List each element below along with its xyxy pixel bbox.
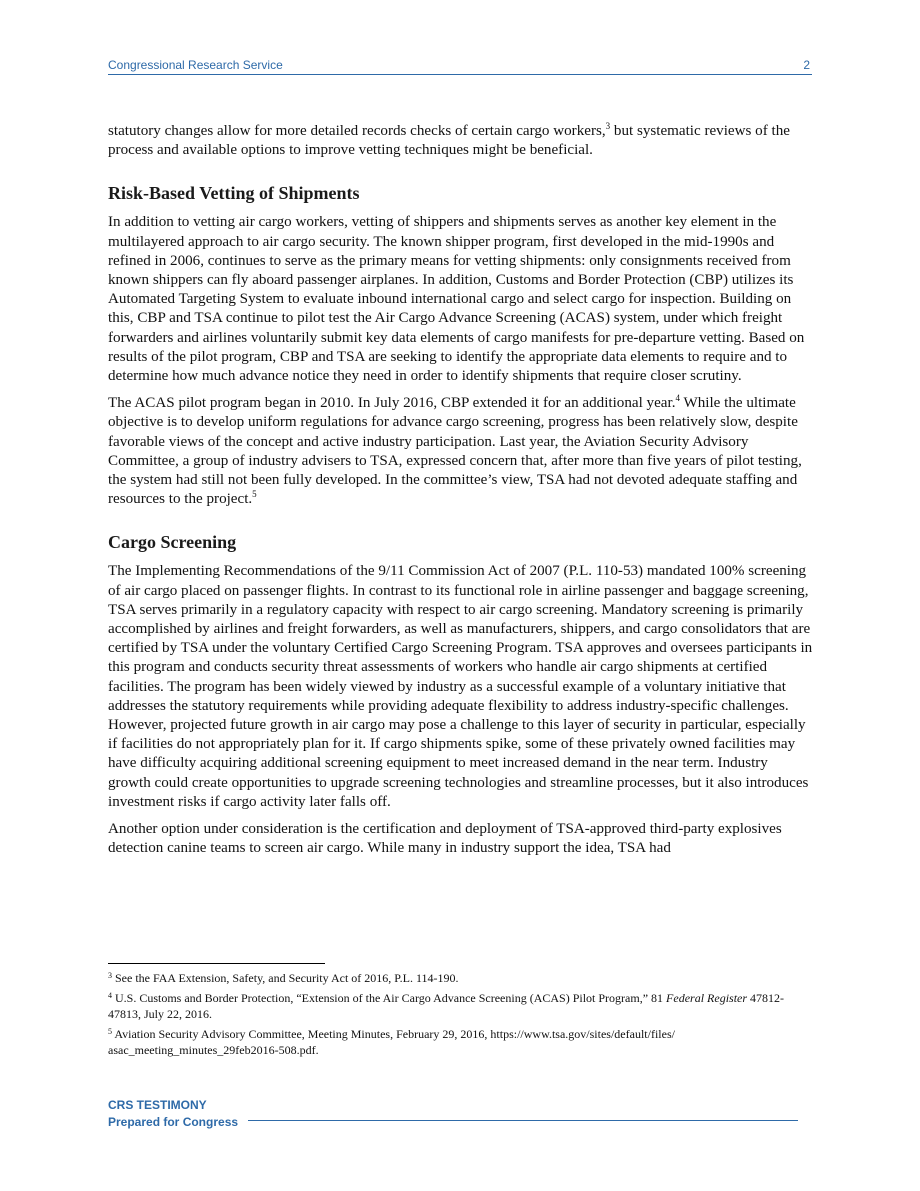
section-heading-screening: Cargo Screening: [108, 532, 237, 553]
footnote-divider: [108, 963, 325, 964]
intro-paragraph: statutory changes allow for more detailed records checks of certain cargo workers,$^3$ but systematic reviews of the process and available options to improve vetting techniques might be beneficial.: [108, 121, 790, 159]
page-number: 2: [803, 58, 810, 72]
footer-subtitle: Prepared for Congress: [108, 1115, 244, 1130]
footnote-5: $^5$ Aviation Security Advisory Committee, Meeting Minutes, February 29, 2016, https://www.tsa.gov/sites/default/files/ asac_meeting_minutes_29feb2016-508.pdf.: [108, 1027, 675, 1057]
vetting-paragraph-1: In addition to vetting air cargo workers, vetting of shippers and shipments serves as another key element in the multilayered approach to air cargo security. The known shipper program, first developed in the mid-1990s and refined in 2006, continues to serve as the primary means for vetting shipments: only consignments received from known shippers can fly aboard passenger airplanes. In addition, Customs and Border Protection (CBP) utilizes its Automated Targeting System to evaluate inbound international cargo and select cargo for inspection. Building on this, CBP and TSA continue to pilot test the Air Cargo Advance Screening (ACAS) system, under which freight forwarders and airlines voluntarily submit key data elements of cargo manifests for pre-departure vetting. Based on results of the pilot program, CBP and TSA are seeking to identify the appropriate data elements to require and to determine how much advance notice they need in order to identify shipments that require closer scrutiny.: [108, 214, 805, 385]
screening-paragraph-1: The Implementing Recommendations of the 9/11 Commission Act of 2007 (P.L. 110-53) mandated 100% screening of air cargo placed on passenger flights. In contrast to its functional role in airline passenger and baggage screening, TSA serves primarily in a regulatory capacity with respect to air cargo screening. Mandatory screening is primarily accomplished by airlines and freight forwarders, as well as manufacturers, shippers, and cargo consolidators that are certified by TSA under the voluntary Certified Cargo Screening Program. TSA approves and oversees participants in this program and conducts security threat assessments of workers who handle air cargo shipments at certified facilities. The program has been widely viewed by industry as a successful example of a voluntary initiative that addresses the statutory requirements while providing adequate flexibility to address industry-specific challenges. However, projected future growth in air cargo may pose a challenge to this layer of security in particular, especially if facilities do not appropriately plan for it. If cargo shipments spike, some of these privately owned facilities may have difficulty acquiring additional screening equipment to meet increased demand in the near term. Industry growth could create opportunities to upgrade screening technologies and streamline processes, but it also introduces investment risks if cargo activity later falls off.: [108, 563, 813, 810]
footnote-ref-3[interactable]: 3: [605, 121, 611, 131]
footnotes: [108, 970, 812, 1062]
header-org: Congressional Research Service: [108, 58, 283, 72]
footnote-3: $^3$ See the FAA Extension, Safety, and Security Act of 2016, P.L. 114-190.: [108, 971, 459, 985]
running-header: [108, 58, 812, 75]
main-content: [108, 122, 814, 867]
footnote-ref-5[interactable]: 5: [252, 489, 257, 500]
footnote-4: $^4$ U.S. Customs and Border Protection, “Extension of the Air Cargo Advance Screening (ACAS) Pilot Program,” 81 Federal Register 47812-47813, July 22, 2016.: [108, 991, 785, 1021]
footer-title: CRS TESTIMONY: [108, 1098, 207, 1112]
footnote-5-link-text: Aviation Security Advisory Committee, Meeting Minutes, February 29, 2016, https://www.tsa.gov/sites/default/files/ asac_meeting_minutes_29feb2016-508.pdf.: [108, 1027, 675, 1057]
vetting-paragraph-2: The ACAS pilot program began in 2010. In July 2016, CBP extended it for an additional year.$^4$ While the ultimate objective is to develop uniform regulations for advance cargo screening, progress has been relatively slow, despite favorable views of the concept and active industry participation. Last year, the Aviation Security Advisory Committee, a group of industry advisers to TSA, expressed concern that, after more than five years of pilot testing, the system had still not been fully developed. In the committee’s view, TSA had not devoted adequate staffing and resources to the project.$^5$: [108, 393, 802, 508]
screening-paragraph-2: Another option under consideration is the certification and deployment of TSA-approved third-party explosives detection canine teams to screen air cargo. While many in industry support the idea, TSA had: [108, 821, 782, 857]
footnote-ref-4[interactable]: 4: [675, 393, 680, 404]
page-footer: [108, 1098, 798, 1131]
section-heading-vetting: Risk-Based Vetting of Shipments: [108, 183, 360, 204]
footer-rule: [248, 1120, 798, 1121]
